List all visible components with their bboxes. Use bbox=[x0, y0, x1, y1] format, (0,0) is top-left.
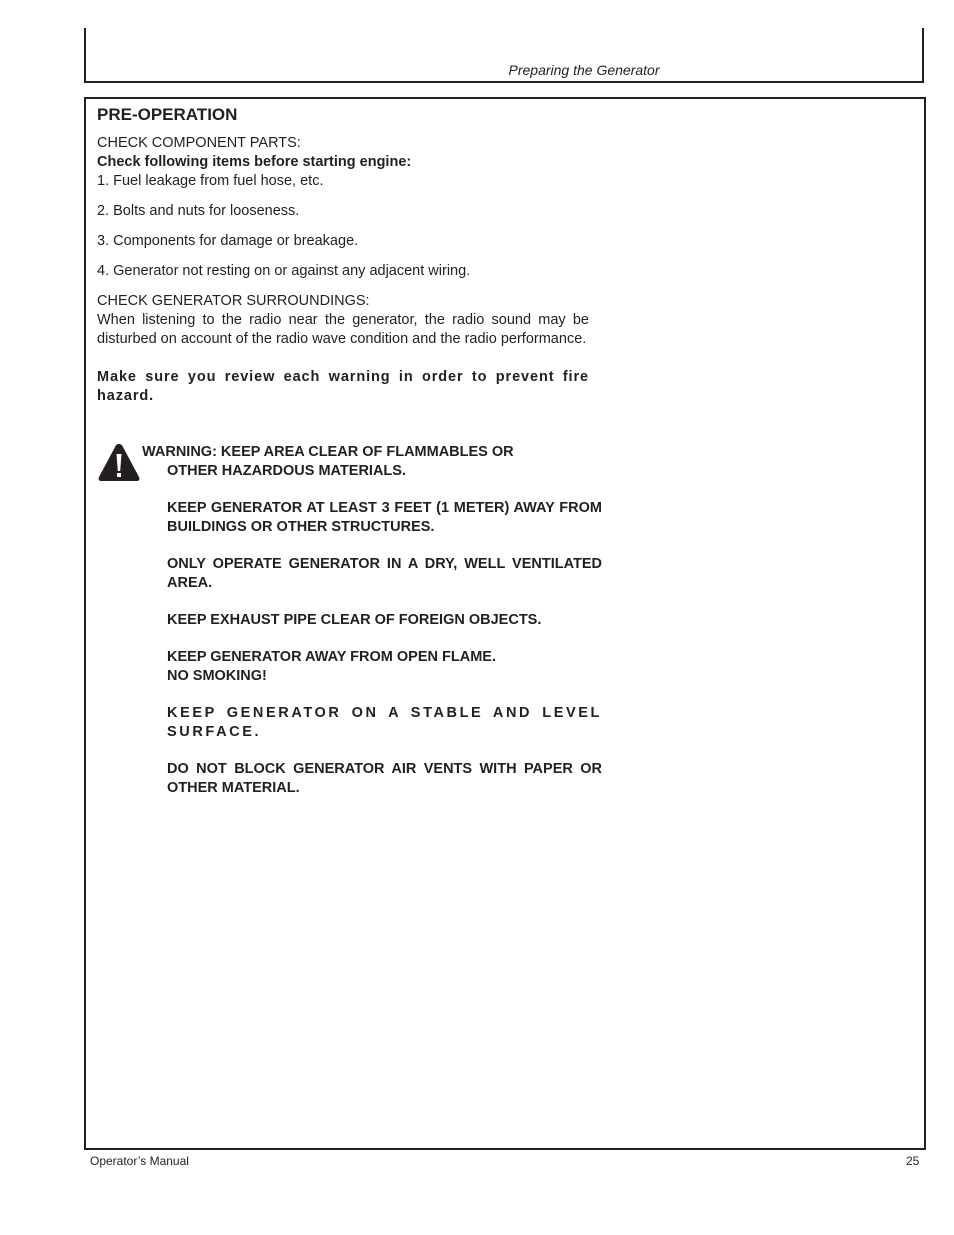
warning-triangle-icon bbox=[97, 443, 141, 483]
check-items-intro: Check following items before starting engine: bbox=[97, 154, 412, 170]
warning-distance: KEEP GENERATOR AT LEAST 3 FEET (1 METER) AWAY FROM BUILDINGS OR OTHER STRUCTURES. bbox=[167, 500, 602, 535]
warning-no-smoking: NO SMOKING! bbox=[167, 668, 267, 684]
list-item: 1. Fuel leakage from fuel hose, etc. bbox=[97, 173, 324, 189]
section-title: Preparing the Generator bbox=[508, 62, 660, 78]
warning-flame-line: KEEP GENERATOR AWAY FROM OPEN FLAME. bbox=[167, 649, 496, 665]
surroundings-text: When listening to the radio near the generator, the radio sound may be disturbed on account of the radio wave condition and the radio performance. bbox=[97, 312, 589, 347]
warning-flame bbox=[167, 648, 602, 686]
page-heading: PRE-OPERATION bbox=[97, 105, 238, 124]
pre-operation-section bbox=[97, 105, 589, 406]
list-item: 4. Generator not resting on or against any adjacent wiring. bbox=[97, 263, 471, 279]
content-box bbox=[84, 97, 926, 1150]
warning-exhaust: KEEP EXHAUST PIPE CLEAR OF FOREIGN OBJECTS. bbox=[167, 612, 542, 628]
page-number: 25 bbox=[906, 1154, 920, 1168]
warning-stable-surface: KEEP GENERATOR ON A STABLE AND LEVEL SURFACE. bbox=[167, 705, 602, 740]
list-item: 2. Bolts and nuts for looseness. bbox=[97, 203, 300, 219]
footer-manual-label: Operator’s Manual bbox=[90, 1154, 189, 1168]
warning-body bbox=[167, 462, 602, 816]
surroundings-label: CHECK GENERATOR SURROUNDINGS: bbox=[97, 293, 370, 309]
header-frame bbox=[84, 28, 924, 83]
list-item: 3. Components for damage or breakage. bbox=[97, 233, 359, 249]
warning-first-line: WARNING: KEEP AREA CLEAR OF FLAMMABLES OR bbox=[142, 444, 514, 460]
check-components-label: CHECK COMPONENT PARTS: bbox=[97, 135, 301, 151]
warning-air-vents: DO NOT BLOCK GENERATOR AIR VENTS WITH PAPER OR OTHER MATERIAL. bbox=[167, 761, 602, 796]
warning-dry-area: ONLY OPERATE GENERATOR IN A DRY, WELL VENTILATED AREA. bbox=[167, 556, 602, 591]
review-warning-note: Make sure you review each warning in order to prevent fire hazard. bbox=[97, 369, 589, 404]
warning-continuation: OTHER HAZARDOUS MATERIALS. bbox=[167, 463, 406, 479]
